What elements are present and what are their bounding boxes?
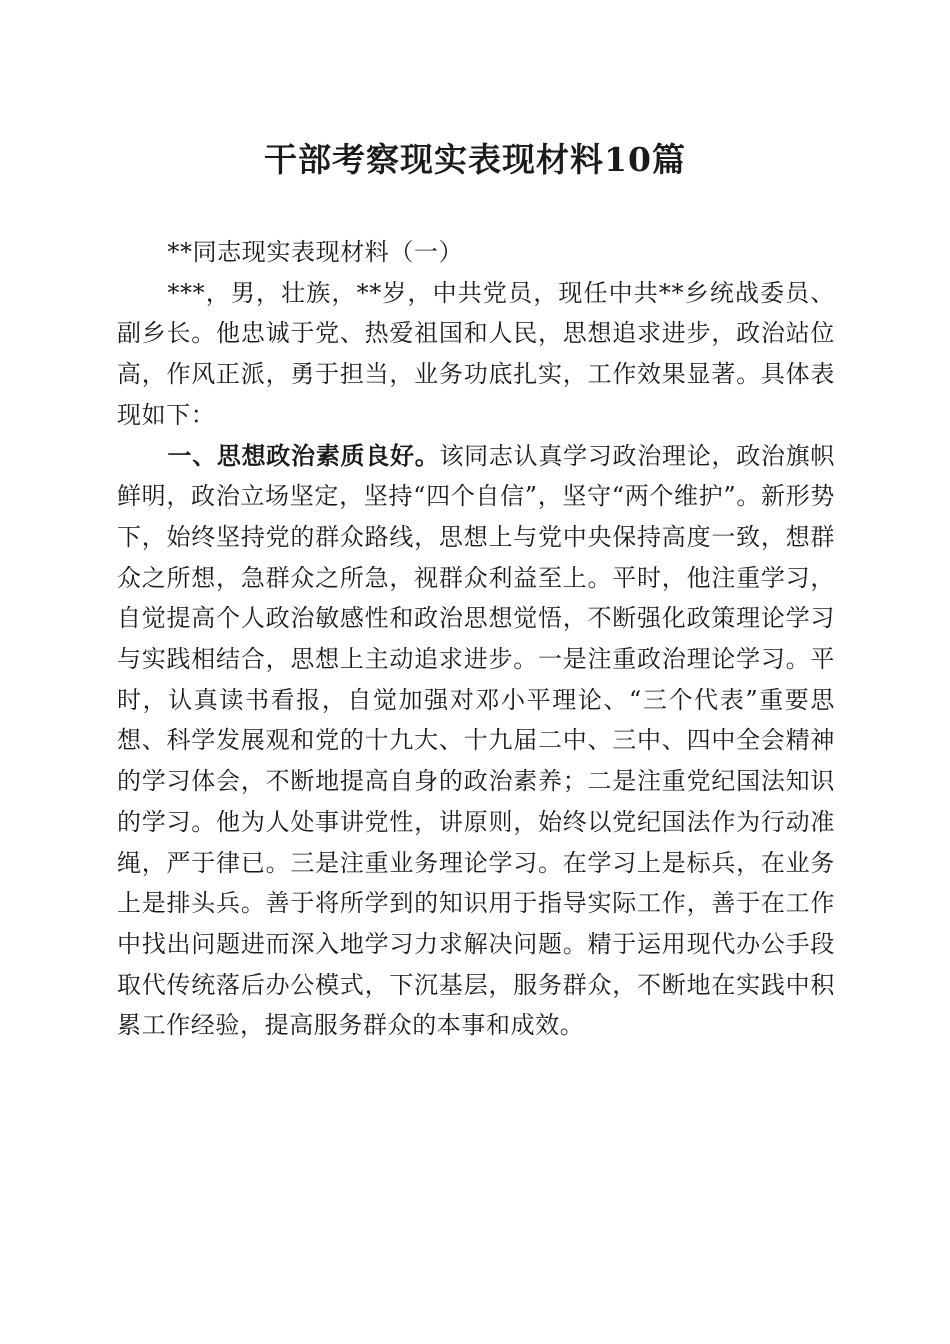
intro-paragraph: ***，男，壮族，**岁，中共党员，现任中共**乡统战委员、副乡长。他忠诚于党、热爱祖国和人民，思想追求进步，政治站位高，作风正派，勇于担当，业务功底扎实，工作效果显著。具体表现如下： <box>117 278 835 429</box>
section-1-heading: 一、思想政治素质良好。 <box>167 441 440 470</box>
subtitle-paragraph: **同志现实表现材料（一） <box>167 238 464 266</box>
page-title: 干部考察现实表现材料10篇 <box>264 140 686 179</box>
document-body <box>117 232 835 1046</box>
section-1-paragraph <box>117 436 835 1047</box>
section-1-text: 该同志认真学习政治理论，政治旗帜鲜明，政治立场坚定，坚持“四个自信”，坚守“两个维护”。新形势下，始终坚持党的群众路线，思想上与党中央保持高度一致，想群众之所想，急群众之所急，视群众利益至上。平时，他注重学习，自觉提高个人政治敏感性和政治思想觉悟，不断强化政策理论学习与实践相结合，思想上主动追求进步。一是注重政治理论学习。平时，认真读书看报，自觉加强对邓小平理论、“三个代表”重要思想、科学发展观和党的十九大、十九届二中、三中、四中全会精神的学习体会，不断地提高自身的政治素养；二是注重党纪国法知识的学习。他为人处事讲党性，讲原则，始终以党纪国法作为行动准绳，严于律已。三是注重业务理论学习。在学习上是标兵，在业务上是排头兵。善于将所学到的知识用于指导实际工作，善于在工作中找出问题进而深入地学习力求解决问题。精于运用现代办公手段取代传统落后办公模式，下沉基层，服务群众，不断地在实践中积累工作经验，提高服务群众的本事和成效。 <box>117 441 835 1040</box>
